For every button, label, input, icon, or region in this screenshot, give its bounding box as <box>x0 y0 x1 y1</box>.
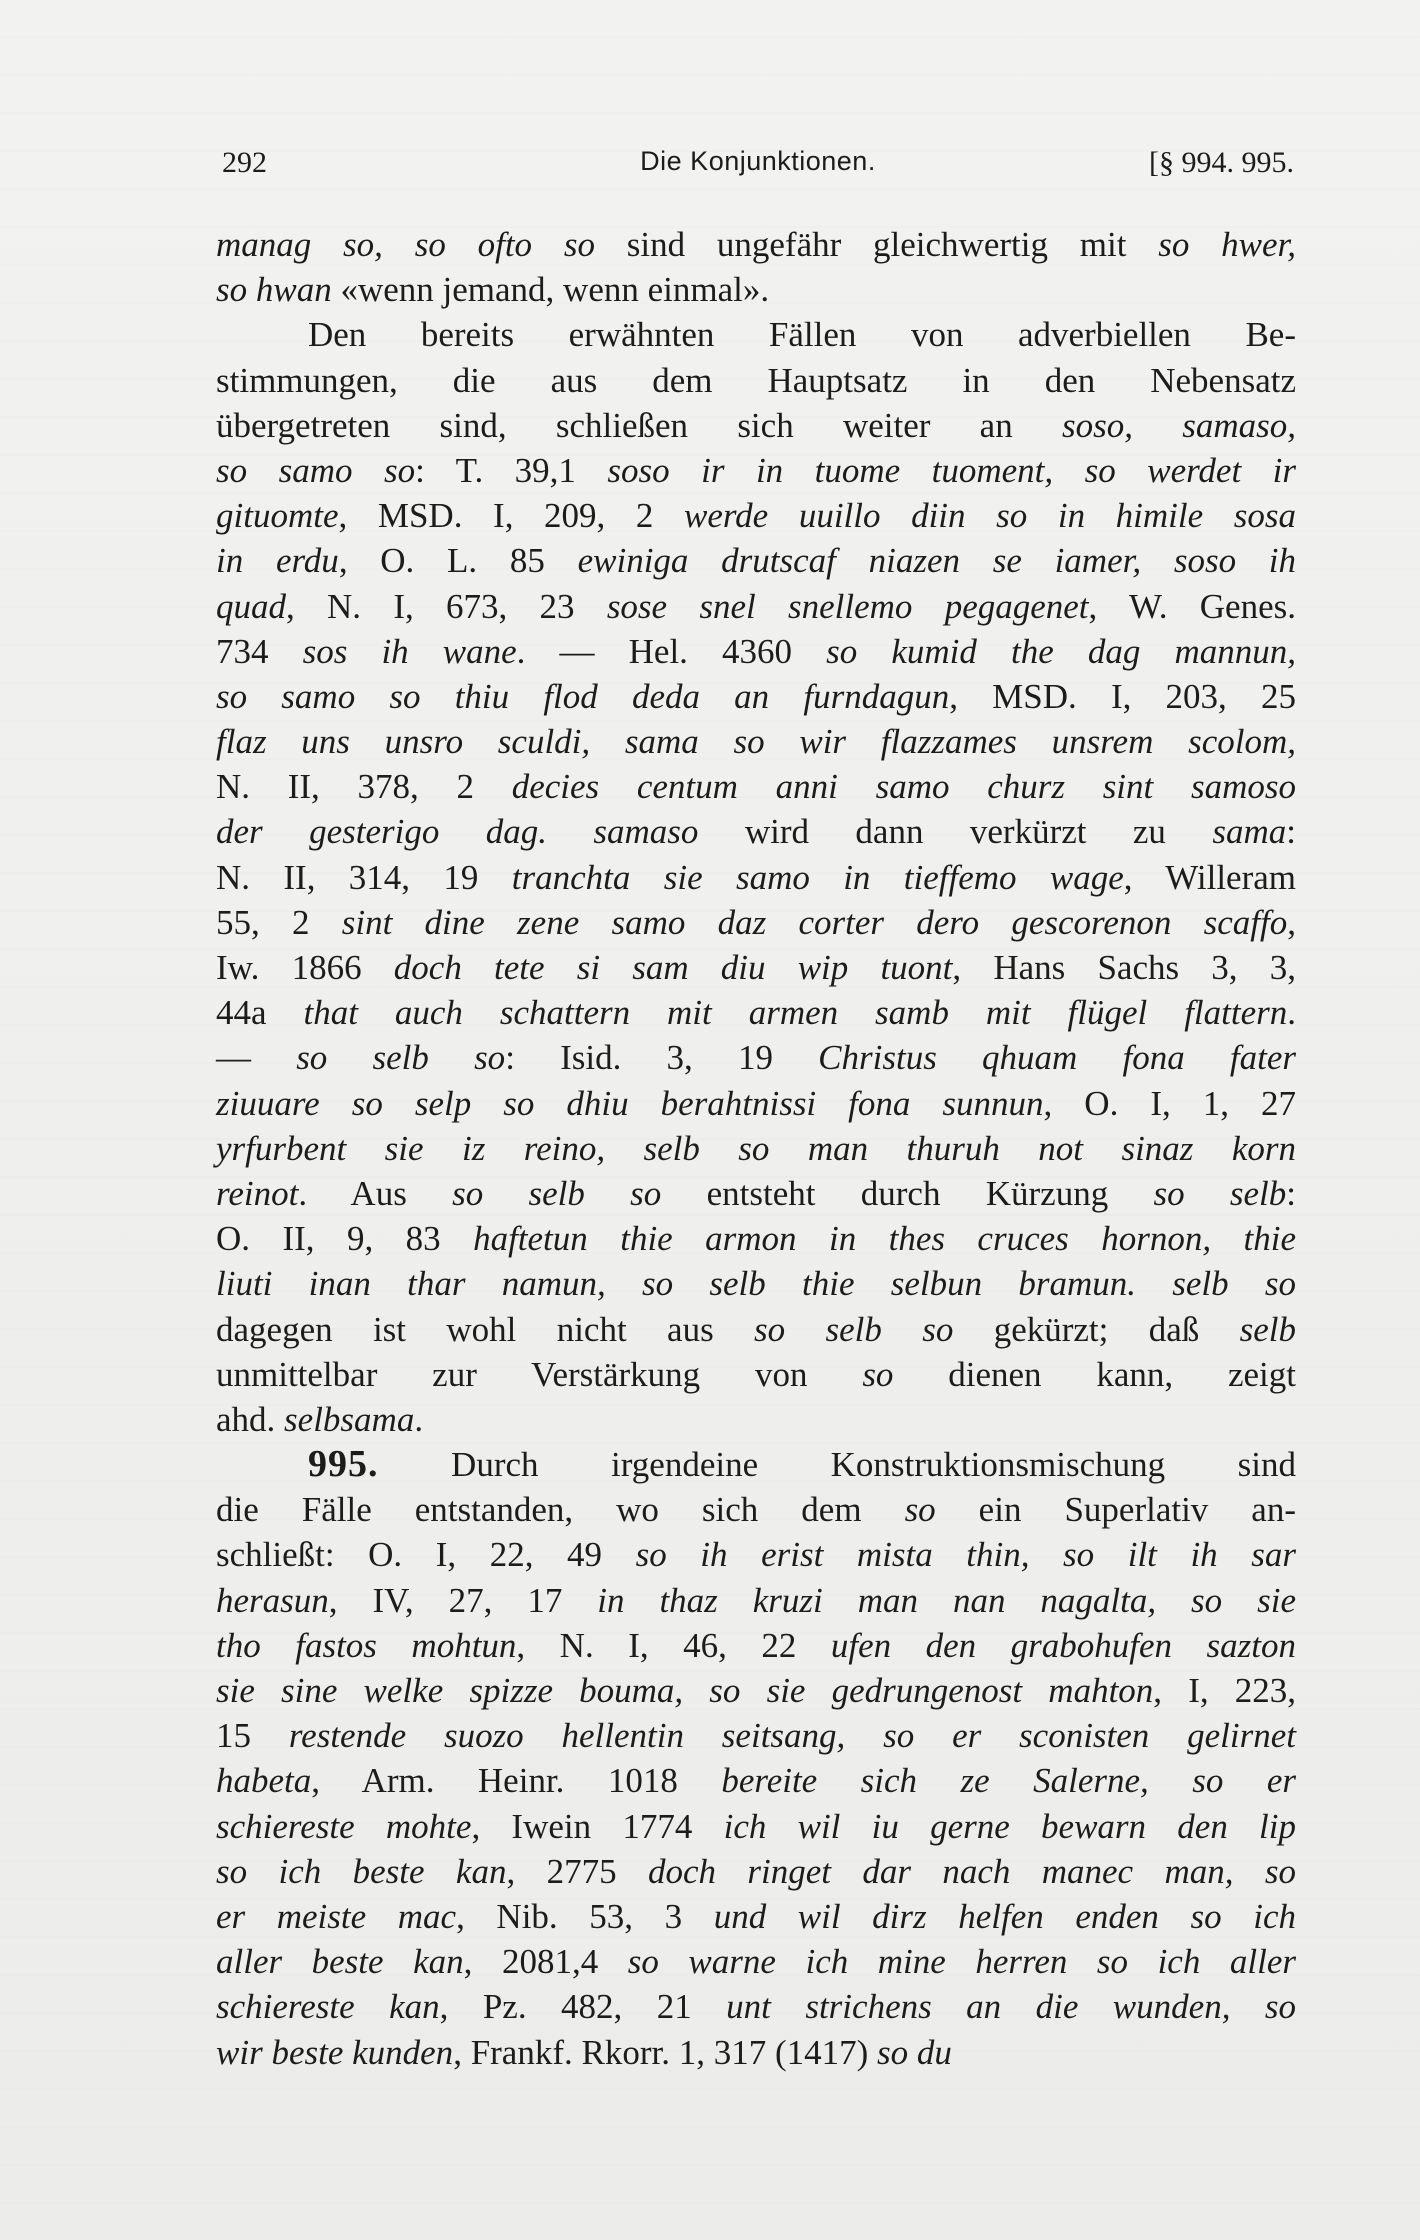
text-line <box>216 1668 1296 1713</box>
quotation-segment: so ich beste kan <box>216 1851 507 1891</box>
text-line <box>216 855 1296 900</box>
text-segment: unmittelbar zur Verstärkung von <box>216 1354 863 1394</box>
text-line <box>216 1804 1296 1849</box>
quotation-segment: in erdu <box>216 541 339 581</box>
text-line <box>216 1307 1296 1352</box>
text-line <box>216 1442 1296 1487</box>
quotation-segment: haftetun thie armon in thes cruces hornon, thie <box>473 1219 1296 1259</box>
text-segment: , I, 223, <box>1153 1671 1296 1710</box>
text-line <box>216 267 1296 312</box>
text-line <box>216 1171 1296 1216</box>
text-segment: , Hans Sachs 3, 3, <box>952 948 1296 987</box>
text-line <box>216 674 1296 719</box>
quotation-segment: flaz uns unsro sculdi, sama so wir flazzames unsrem scolom, <box>216 722 1296 762</box>
quotation-segment: bereite sich ze Salerne, so er <box>721 1761 1296 1801</box>
section-number: 995. <box>308 1443 379 1486</box>
text-segment: N. II, 378, 2 <box>216 767 512 807</box>
quotation-segment: decies centum anni samo churz sint samoso <box>511 767 1296 807</box>
quotation-segment: in thaz kruzi man nan nagalta, so sie <box>597 1580 1297 1620</box>
quotation-segment: so samo so thiu flod deda an furndagun <box>216 676 950 716</box>
quotation-segment: that auch schattern mit armen samb mit flügel flattern <box>303 993 1288 1033</box>
quotation-segment: unt strichens an die wunden, so <box>726 1987 1297 2027</box>
text-segment: , Frankf. Rkorr. 1, 317 (1417) <box>453 2032 878 2072</box>
text-segment: , 2081,4 <box>463 1942 628 1982</box>
text-line <box>216 1532 1296 1577</box>
text-segment: dienen kann, zeigt <box>893 1354 1296 1394</box>
text-line <box>216 809 1296 854</box>
quotation-segment: reinot <box>216 1173 299 1213</box>
text-segment: Iw. 1866 <box>216 948 394 987</box>
quotation-segment: soso, samaso, <box>1061 405 1296 445</box>
text-segment: , <box>1287 902 1296 942</box>
chapter-title: Die Konjunktionen. <box>640 146 876 176</box>
text-segment: gekürzt; daß <box>953 1309 1240 1349</box>
text-line <box>216 1713 1296 1758</box>
quotation-segment: selbsama <box>284 1399 415 1439</box>
text-segment: 55, 2 <box>216 902 342 942</box>
text-segment: stimmungen, die aus dem Hauptsatz in den Nebensatz <box>216 360 1296 400</box>
text-segment: «wenn jemand, wenn einmal». <box>331 270 770 310</box>
quotation-segment: so du <box>877 2032 952 2072</box>
text-segment: , W. Genes. <box>1088 586 1297 626</box>
text-line <box>216 358 1296 403</box>
text-segment: wird dann verkürzt zu <box>698 812 1213 852</box>
text-segment: , Iwein 1774 <box>471 1806 724 1846</box>
quotation-segment: sie sine welke spizze bouma, so sie gedrungenost mahton <box>216 1671 1154 1710</box>
quotation-segment: quad <box>216 586 286 626</box>
text-segment: entsteht durch Kürzung <box>661 1173 1154 1213</box>
text-line <box>216 1035 1296 1080</box>
text-segment: . <box>414 1399 424 1439</box>
text-line <box>216 945 1296 990</box>
text-segment: Durch irgendeine Konstruktionsmischung sind <box>378 1445 1296 1485</box>
quotation-segment: so hwan <box>216 270 332 310</box>
quotation-segment: sama <box>1212 812 1287 852</box>
quotation-segment: ziuuare so selp so dhiu berahtnissi fona sunnun <box>216 1083 1044 1123</box>
quotation-segment: ufen den grabohufen sazton <box>830 1625 1296 1665</box>
text-segment: Den bereits erwähnten Fällen von adverbiellen Be- <box>308 315 1296 355</box>
quotation-segment: so kumid the dag mannun, <box>826 631 1296 671</box>
quotation-segment: schiereste kan <box>216 1987 440 2027</box>
text-line <box>216 538 1296 583</box>
text-line <box>216 1984 1296 2029</box>
quotation-segment: so selb so <box>452 1173 662 1213</box>
text-line <box>216 1216 1296 1261</box>
quotation-segment: Christus qhuam fona fater <box>818 1038 1296 1078</box>
quotation-segment: so hwer, <box>1158 225 1296 264</box>
text-segment: : Isid. 3, 19 <box>505 1038 819 1078</box>
quotation-segment: sose snel snellemo pegagenet <box>606 586 1089 626</box>
text-line <box>216 493 1296 538</box>
text-segment: : <box>1286 812 1296 852</box>
page-number: 292 <box>222 146 267 179</box>
text-segment: . — Hel. 4360 <box>516 631 827 671</box>
text-segment: , Pz. 482, 21 <box>439 1987 727 2027</box>
quotation-segment: gituomte <box>216 496 339 536</box>
quotation-segment: soso ir in tuome tuoment, so werdet ir <box>607 450 1297 490</box>
quotation-segment: werde uuillo diin so in himile sosa <box>683 496 1296 536</box>
text-line <box>216 719 1296 764</box>
text-segment: — <box>216 1038 297 1078</box>
quotation-segment: doch ringet dar nach manec man, so <box>647 1851 1296 1891</box>
quotation-segment: herasun <box>216 1580 329 1620</box>
text-segment: : T. 39,1 <box>415 450 608 490</box>
text-segment: , N. I, 46, 22 <box>516 1625 831 1665</box>
quotation-segment: so ih erist mista thin, so ilt ih sar <box>635 1535 1296 1575</box>
text-segment: N. II, 314, 19 <box>216 857 512 897</box>
text-segment: , O. I, 1, 27 <box>1043 1083 1296 1123</box>
quotation-segment: schiereste mohte <box>216 1806 472 1846</box>
quotation-segment: ewiniga drutscaf niazen se iamer, soso ih <box>577 541 1297 581</box>
quotation-segment: so selb <box>1153 1173 1287 1213</box>
quotation-segment: so <box>904 1490 936 1530</box>
quotation-segment: so samo so <box>216 450 416 490</box>
text-segment: die Fälle entstanden, wo sich dem <box>216 1490 905 1530</box>
text-segment: , O. L. 85 <box>338 541 578 581</box>
text-line <box>216 1487 1296 1532</box>
quotation-segment: doch tete si sam diu wip tuont <box>393 948 953 987</box>
section-reference: [§ 994. 995. <box>1149 146 1294 179</box>
quotation-segment: sos ih wane <box>302 631 517 671</box>
text-line <box>216 1939 1296 1984</box>
text-segment: . Aus <box>298 1173 453 1213</box>
quotation-segment: aller beste kan <box>216 1942 464 1982</box>
quotation-segment: habeta <box>216 1761 312 1801</box>
quotation-segment: und wil dirz helfen enden so ich <box>713 1896 1296 1936</box>
quotation-segment: sint dine zene samo daz corter dero gescorenon scaffo <box>341 902 1288 942</box>
text-segment: . <box>1287 993 1296 1033</box>
text-line <box>216 1623 1296 1668</box>
text-segment: , Nib. 53, 3 <box>456 1896 714 1936</box>
quotation-segment: liuti inan thar namun, so selb thie selbun bramun. selb so <box>216 1264 1296 1304</box>
text-line <box>216 990 1296 1035</box>
quotation-segment: selb <box>1239 1309 1296 1349</box>
text-segment: ein Superlativ an- <box>935 1490 1296 1530</box>
text-line <box>216 222 1296 267</box>
text-line <box>216 1894 1296 1939</box>
text-line <box>216 312 1296 357</box>
quotation-segment: so <box>862 1354 894 1394</box>
quotation-segment: tho fastos mohtun <box>216 1625 517 1665</box>
text-segment: , Arm. Heinr. 1018 <box>311 1761 722 1801</box>
text-segment: , 2775 <box>506 1851 648 1891</box>
text-line <box>216 1352 1296 1397</box>
text-line <box>216 1081 1296 1126</box>
text-segment: , IV, 27, 17 <box>328 1580 598 1620</box>
text-segment: O. II, 9, 83 <box>216 1219 474 1259</box>
body-text <box>216 222 1296 2075</box>
quotation-segment: manag so, so ofto so <box>216 225 595 264</box>
text-line <box>216 2030 1296 2075</box>
text-line <box>216 1849 1296 1894</box>
quotation-segment: so selb so <box>296 1038 506 1078</box>
quotation-segment: der gesterigo dag. samaso <box>216 812 699 852</box>
text-segment: 15 <box>216 1716 289 1756</box>
text-line <box>216 1758 1296 1803</box>
quotation-segment: wir beste kunden <box>216 2032 454 2072</box>
text-line <box>216 1126 1296 1171</box>
text-line <box>216 403 1296 448</box>
text-segment: , MSD. I, 203, 25 <box>949 676 1296 716</box>
text-line <box>216 629 1296 674</box>
text-line <box>216 900 1296 945</box>
text-segment: ahd. <box>216 1399 285 1439</box>
text-line <box>216 764 1296 809</box>
text-segment: 734 <box>216 631 303 671</box>
quotation-segment: restende suozo hellentin seitsang, so er sconisten gelirnet <box>288 1716 1297 1756</box>
text-line <box>216 1397 1296 1442</box>
text-segment: : <box>1286 1173 1297 1213</box>
quotation-segment: er meiste mac <box>216 1896 457 1936</box>
text-segment: , MSD. I, 209, 2 <box>338 496 684 536</box>
text-segment: 44a <box>216 993 304 1033</box>
quotation-segment: yrfurbent sie iz reino, selb so man thuruh not sinaz korn <box>216 1128 1296 1168</box>
text-segment: schließt: O. I, 22, 49 <box>216 1535 636 1575</box>
quotation-segment: ich wil iu gerne bewarn den lip <box>723 1806 1297 1846</box>
quotation-segment: so warne ich mine herren so ich aller <box>627 1942 1296 1982</box>
running-header <box>222 146 1294 186</box>
quotation-segment: so selb so <box>754 1309 954 1349</box>
text-segment: sind ungefähr gleichwertig mit <box>594 225 1159 264</box>
text-line <box>216 1578 1296 1623</box>
text-line <box>216 1261 1296 1306</box>
text-line <box>216 584 1296 629</box>
quotation-segment: tranchta sie samo in tieffemo wage <box>511 857 1124 897</box>
text-segment: übergetreten sind, schließen sich weiter an <box>216 405 1062 445</box>
text-segment: dagegen ist wohl nicht aus <box>216 1309 755 1349</box>
text-segment: , Willeram <box>1123 857 1296 897</box>
text-segment: , N. I, 673, 23 <box>286 586 607 626</box>
text-line <box>216 448 1296 493</box>
